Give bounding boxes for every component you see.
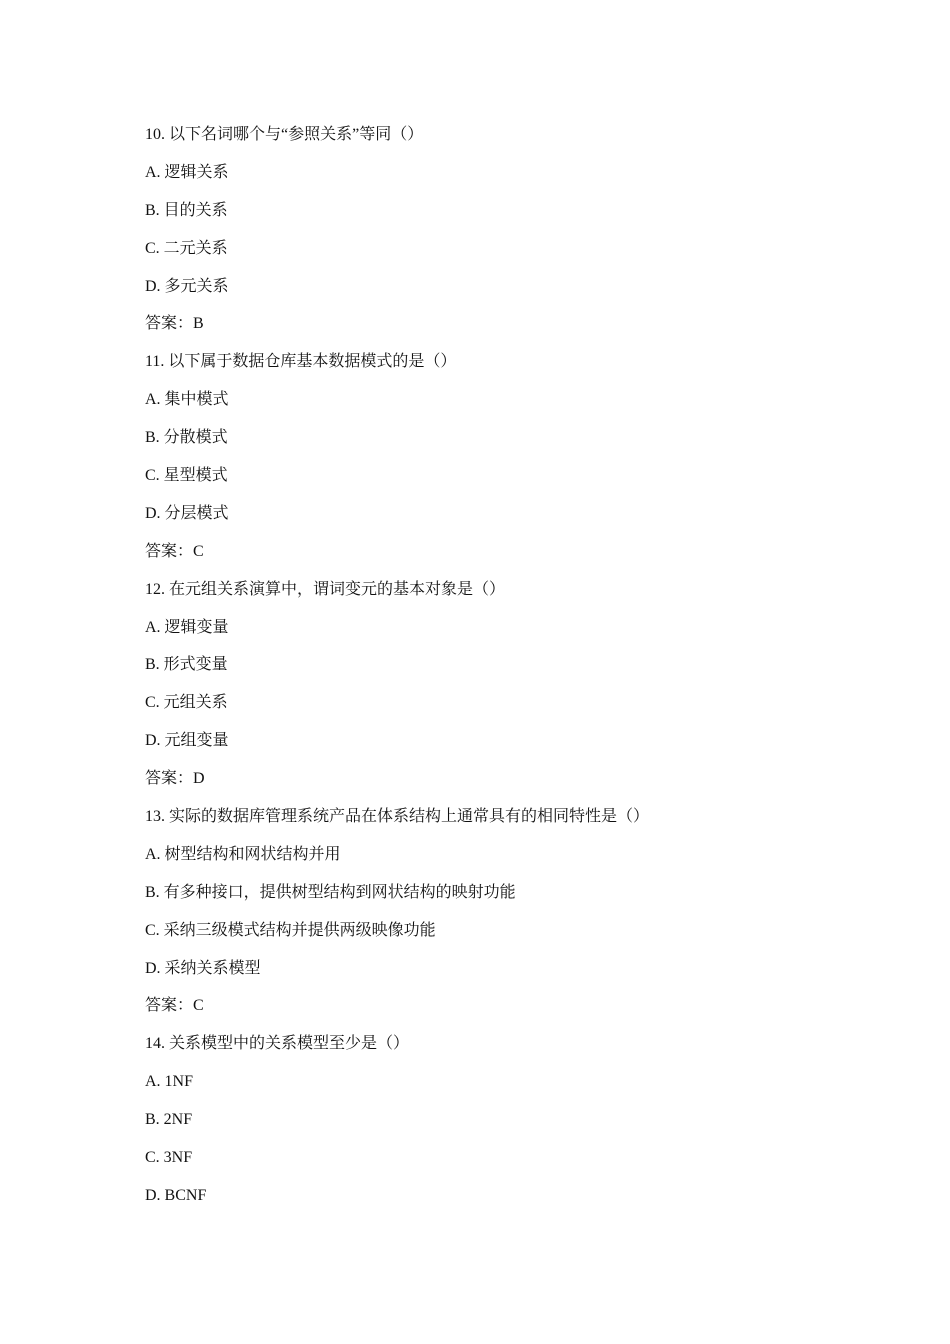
option-b: B. 分散模式	[145, 429, 228, 447]
answer-line: 答案：D	[145, 770, 205, 788]
option-a: A. 树型结构和网状结构并用	[145, 845, 341, 863]
option-a: A. 逻辑关系	[145, 163, 229, 181]
option-d: D. 元组变量	[145, 732, 229, 750]
option-d: D. 采纳关系模型	[145, 959, 261, 977]
option-a: A. 逻辑变量	[145, 618, 229, 636]
answer-line: 答案：C	[145, 542, 204, 560]
option-c: C. 采纳三级模式结构并提供两级映像功能	[145, 921, 436, 939]
question-stem: 12. 在元组关系演算中，谓词变元的基本对象是（）	[145, 580, 506, 598]
document-page	[145, 116, 845, 1215]
question-stem: 11. 以下属于数据仓库基本数据模式的是（）	[145, 353, 457, 371]
option-c: C. 二元关系	[145, 239, 228, 257]
option-b: B. 有多种接口，提供树型结构到网状结构的映射功能	[145, 883, 516, 901]
option-a: A. 集中模式	[145, 391, 229, 409]
answer-line: 答案：C	[145, 997, 204, 1015]
option-b: B. 2NF	[145, 1111, 193, 1129]
option-c: C. 星型模式	[145, 467, 228, 485]
question-stem: 10. 以下名词哪个与“参照关系”等同（）	[145, 126, 424, 143]
option-d: D. 多元关系	[145, 277, 229, 295]
option-c: C. 3NF	[145, 1149, 193, 1167]
option-d: D. BCNF	[145, 1186, 207, 1204]
answer-line: 答案：B	[145, 315, 204, 333]
question-stem: 13. 实际的数据库管理系统产品在体系结构上通常具有的相同特性是（）	[145, 808, 650, 826]
option-d: D. 分层模式	[145, 504, 229, 522]
option-b: B. 形式变量	[145, 656, 228, 674]
option-c: C. 元组关系	[145, 694, 228, 712]
option-b: B. 目的关系	[145, 201, 228, 219]
question-stem: 14. 关系模型中的关系模型至少是（）	[145, 1035, 410, 1053]
option-a: A. 1NF	[145, 1073, 194, 1091]
